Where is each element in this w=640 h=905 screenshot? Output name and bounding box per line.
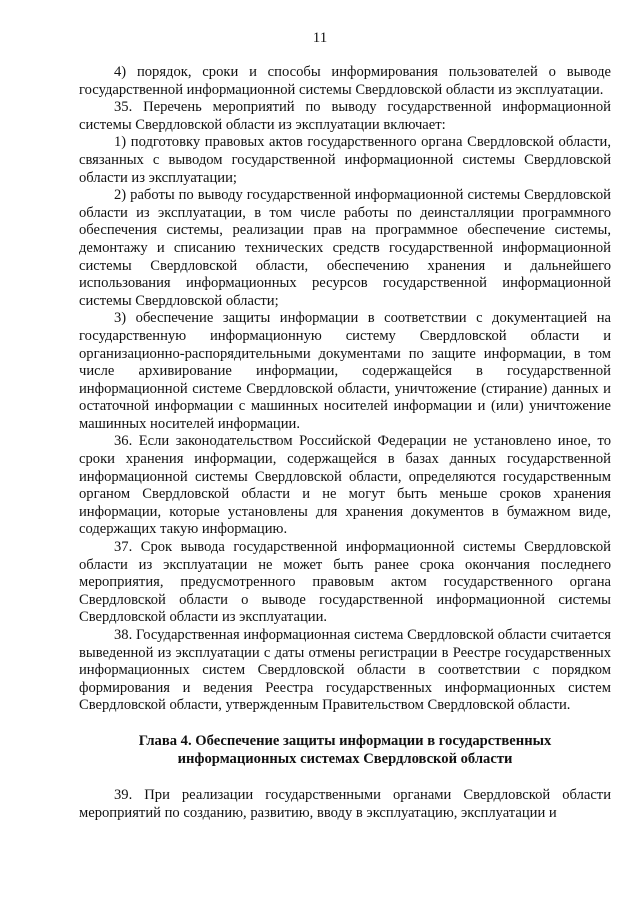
- chapter-heading: Глава 4. Обеспечение защиты информации в государственных информационных системах Свердловской области: [138, 732, 552, 767]
- paragraph-35-item-1: 1) подготовку правовых актов государственного органа Свердловской области, связанных с выводом государственной информационной системы Свердловской области из эксплуатации;: [79, 134, 611, 186]
- paragraph-item-4: 4) порядок, сроки и способы информирования пользователей о выводе государственной информационной системы Свердловской области из эксплуатации.: [79, 64, 611, 98]
- paragraph-35: 35. Перечень мероприятий по выводу государственной информационной системы Свердловской области из эксплуатации включает:: [79, 99, 611, 133]
- paragraph-38: 38. Государственная информационная система Свердловской области считается выведенной из эксплуатации с даты отмены регистрации в Реестре государственных информационных систем Свердловской области в соответствии с порядком формирования и ведения Реестра государственных информационных систем Свердловской области, утвержденным Правительством Свердловской области.: [79, 627, 611, 714]
- paragraph-37: 37. Срок вывода государственной информационной системы Свердловской области из эксплуатации не может быть ранее срока окончания последнего мероприятия, предусмотренного правовым актом государственного органа Свердловской области о выводе государственной информационной системы Свердловской области из эксплуатации.: [79, 539, 611, 626]
- paragraph-39: 39. При реализации государственными органами Свердловской области мероприятий по созданию, развитию, вводу в эксплуатацию, эксплуатации и: [79, 787, 611, 821]
- paragraph-35-item-3: 3) обеспечение защиты информации в соответствии с документацией на государственную информационную систему Свердловской области и организационно-распорядительными документами по защите информации, в том числе архивирование информации, содержащейся в государственной информационной системе Свердловской области, уничтожение (стирание) данных и остаточной информации с машинных носителей информации и (или) уничтожение машинных носителей информации.: [79, 310, 611, 432]
- paragraph-35-item-2: 2) работы по выводу государственной информационной системы Свердловской области из эксплуатации, в том числе работы по деинсталляции программного обеспечения системы, реализации прав на программное обеспечение системы, демонтажу и списанию технических средств государственной информационной системы Свердловской области, обеспечению хранения и дальнейшего использования информационных ресурсов государственной информационной системы Свердловской области;: [79, 187, 611, 309]
- document-body: [79, 64, 611, 822]
- paragraph-36: 36. Если законодательством Российской Федерации не установлено иное, то сроки хранения информации, содержащейся в базах данных государственной информационной системы Свердловской области, определяются государственным органом Свердловской области и не могут быть меньше сроков хранения информации, которые установлены для хранения документов в бумажном виде, содержащих такую информацию.: [79, 433, 611, 538]
- page-number: 11: [312, 30, 328, 46]
